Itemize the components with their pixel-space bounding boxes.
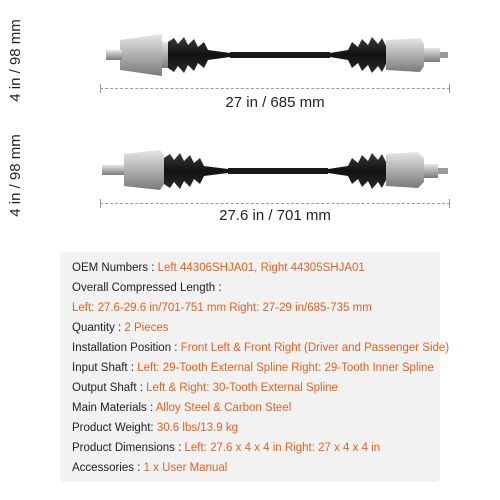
spec-input-label: Input Shaft : <box>72 362 138 374</box>
spec-accessories-value: 1 x User Manual <box>143 462 228 474</box>
spec-position-label: Installation Position : <box>72 342 181 354</box>
spec-oem-label: OEM Numbers : <box>72 262 158 274</box>
spec-output-shaft <box>72 381 338 395</box>
spec-weight-label: Product Weight: <box>72 422 157 434</box>
spec-materials-label: Main Materials : <box>72 402 156 414</box>
spec-quantity <box>72 321 169 335</box>
spec-accessories <box>72 461 227 475</box>
shaft1-height-label: 4 in / 98 mm <box>6 18 24 102</box>
spec-length-label: Overall Compressed Length : <box>72 282 222 294</box>
spec-oem <box>72 261 365 275</box>
spec-input-shaft <box>72 361 434 375</box>
spec-input-value: Left: 29-Tooth External Spline Right: 29-Tooth Inner Spline <box>137 362 434 374</box>
spec-weight <box>72 421 238 435</box>
spec-dimensions-label: Product Dimensions : <box>72 442 185 454</box>
spec-output-label: Output Shaft : <box>72 382 147 394</box>
spec-output-value: Left & Right: 30-Tooth External Spline <box>146 382 338 394</box>
spec-materials-value: Alloy Steel & Carbon Steel <box>155 402 292 414</box>
specifications-panel <box>60 252 450 482</box>
axle-shaft-2-image <box>90 140 450 200</box>
spec-quantity-label: Quantity : <box>72 322 125 334</box>
shaft1-length-dimension-line <box>100 88 450 89</box>
axle-shaft-1-image <box>90 20 450 90</box>
spec-dimensions-value: Left: 27.6 x 4 x 4 in Right: 27 x 4 x 4 in <box>184 442 381 454</box>
spec-position-value: Front Left & Front Right (Driver and Passenger Side) <box>180 342 450 354</box>
spec-quantity-value: 2 Pieces <box>124 322 169 334</box>
spec-dimensions <box>72 441 380 455</box>
spec-length <box>72 281 222 295</box>
spec-weight-value: 30.6 lbs/13.9 kg <box>156 422 239 434</box>
shaft2-height-label-wrap <box>8 125 22 225</box>
spec-position <box>72 341 449 355</box>
shaft1-height-label-wrap <box>8 10 22 110</box>
spec-oem-value: Left 44306SHJA01, Right 44305SHJA01 <box>157 262 365 274</box>
spec-length-values <box>72 301 372 315</box>
shaft2-height-label: 4 in / 98 mm <box>6 133 24 217</box>
spec-materials <box>72 401 291 415</box>
shaft2-length-label: 27.6 in / 701 mm <box>219 207 331 224</box>
shaft1-length-label: 27 in / 685 mm <box>225 94 325 111</box>
spec-accessories-label: Accessories : <box>72 462 144 474</box>
shaft2-length-dimension-line <box>100 203 450 204</box>
spec-length-value: Left: 27.6-29.6 in/701-751 mm Right: 27-29 in/685-735 mm <box>72 302 372 314</box>
